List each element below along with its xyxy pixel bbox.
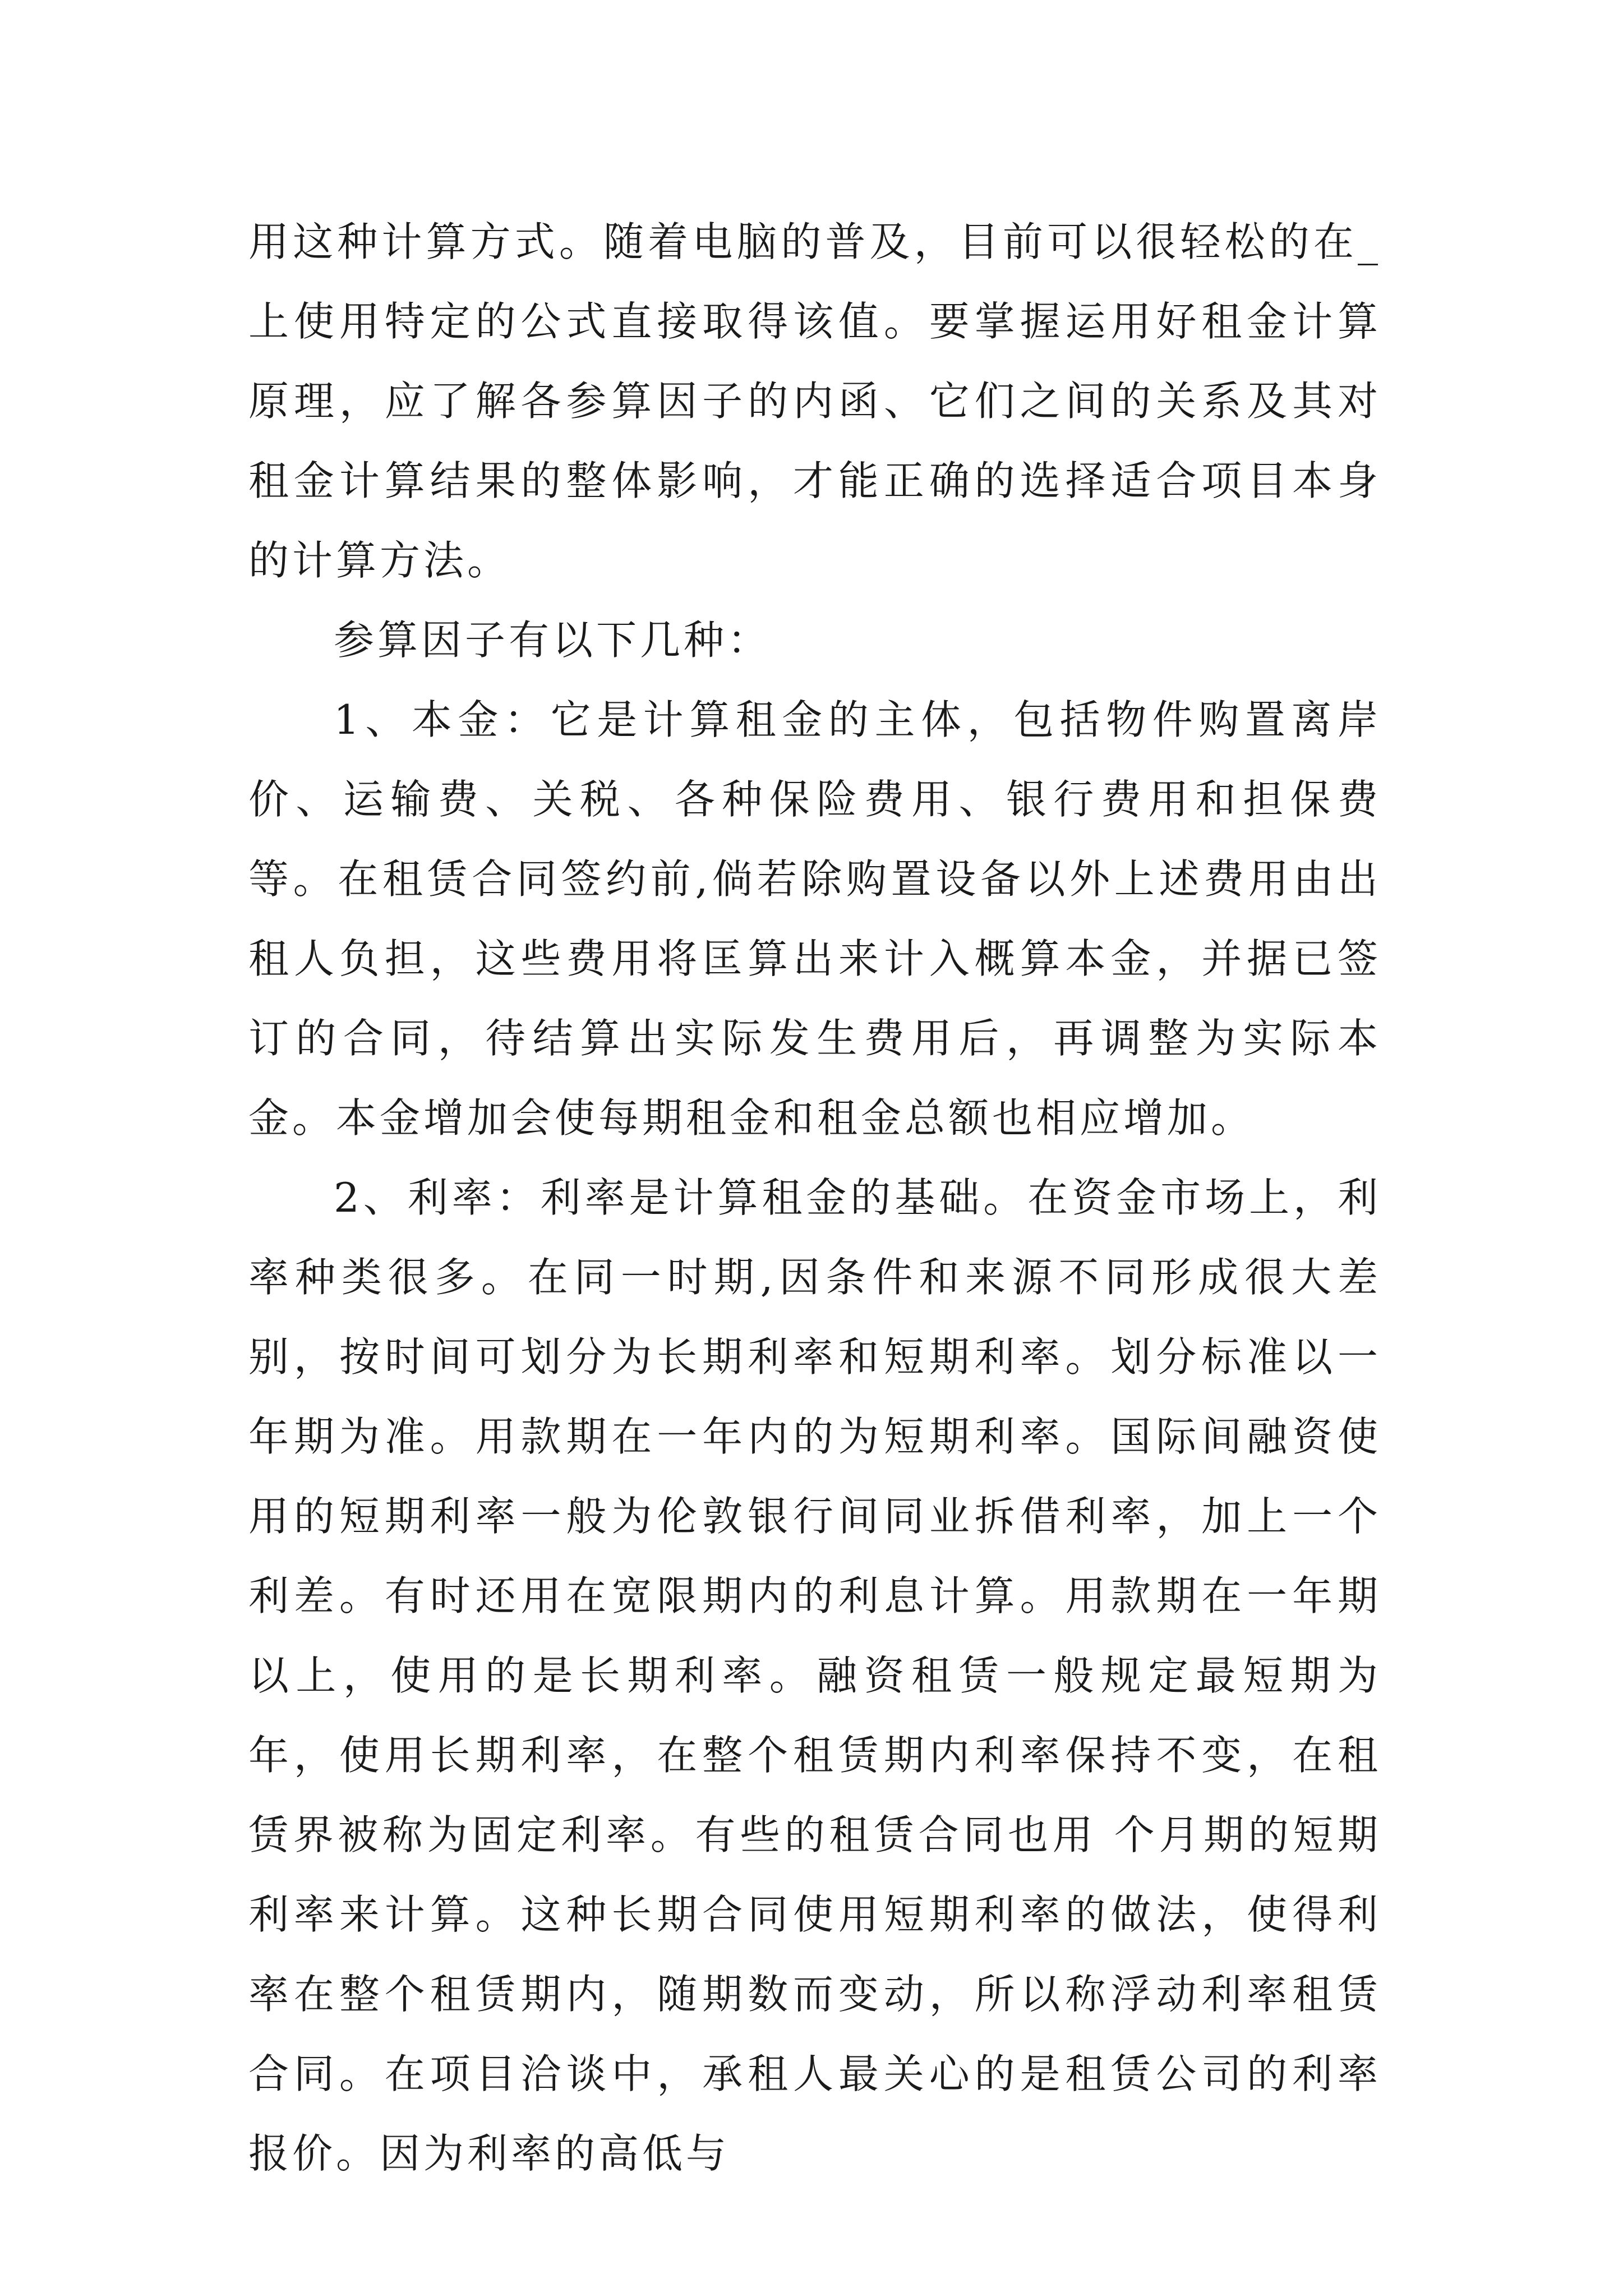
paragraph-principal: 1、本金：它是计算租金的主体，包括物件购置离岸价、运输费、关税、各种保险费用、银行费用和担保费等。在租赁合同签约前,倘若除购置设备以外上述费用由出租人负担，这些费用将匡算出来计入概算本金，并据已签订的合同，待结算出实际发生费用后，再调整为实际本金。本金增加会使每期租金和租金总额也相应增加。 bbox=[248, 696, 1381, 1142]
paragraph-interest-rate: 2、利率：利率是计算租金的基础。在资金市场上，利率种类很多。在同一时期,因条件和来源不同形成很大差别，按时间可划分为长期利率和短期利率。划分标准以一年期为准。用款期在一年内的为短期利率。国际间融资使用的短期利率一般为伦敦银行间同业拆借利率，加上一个利差。有时还用在宽限期内的利息计算。用款期在一年期以上，使用的是长期利率。融资租赁一般规定最短期为 年，使用长期利率，在整个租赁期内利率保持不变，在租赁界被称为固定利率。有些的租赁合同也用 个月期的短期利率来计算。这种长期合同使用短期利率的做法，使得利率在整个租赁期内，随期数而变动，所以称浮动利率租赁合同。在项目洽谈中，承租人最关心的是租赁公司的利率报价。因为利率的高低与 bbox=[248, 1174, 1381, 2177]
paragraph-factors-intro: 参算因子有以下几种： bbox=[334, 616, 772, 664]
body-text bbox=[248, 202, 1381, 2193]
paragraph-calculation-method: 用这种计算方式。随着电脑的普及，目前可以很轻松的在_上使用特定的公式直接取得该值。要掌握运用好租金计算原理，应了解各参算因子的内函、它们之间的关系及其对租金计算结果的整体影响，才能正确的选择适合项目本身的计算方法。 bbox=[248, 218, 1381, 584]
